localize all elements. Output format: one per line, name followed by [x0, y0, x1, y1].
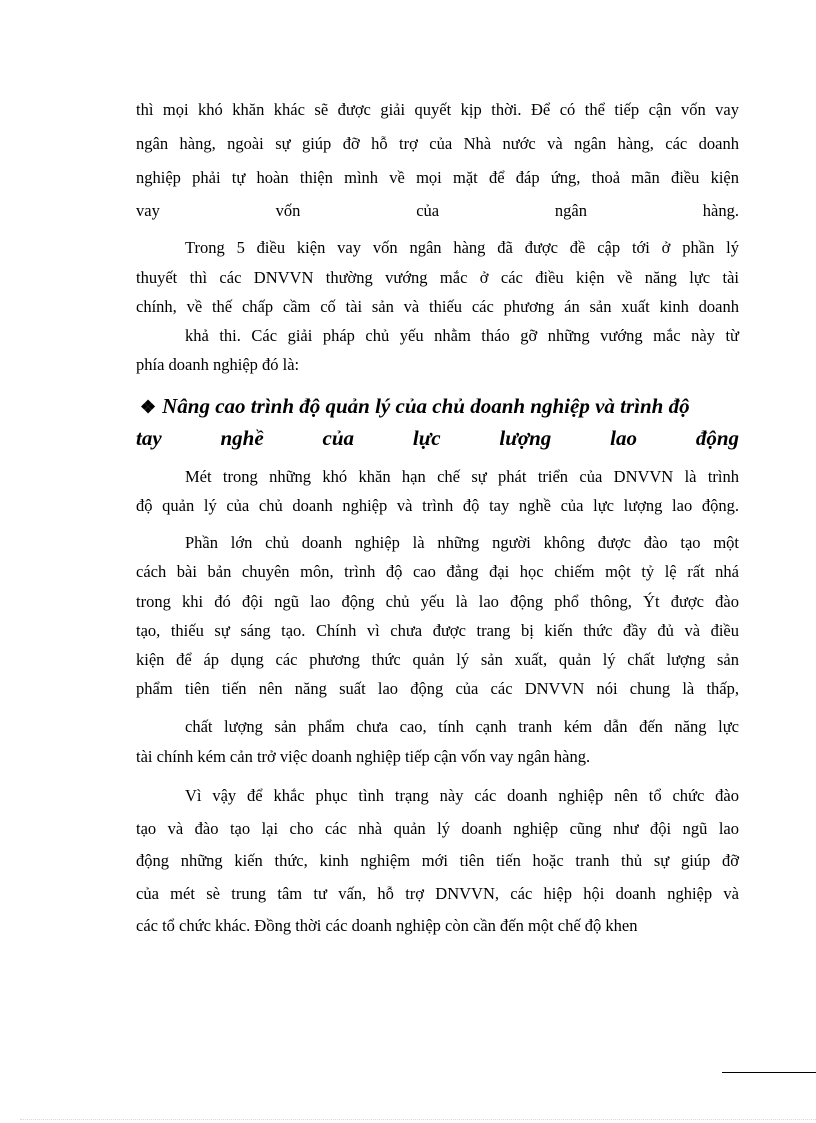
- paragraph-4-line-7: chất lượng sản phẩm chưa cao, tính cạnh tranh kém dẫn đến năng lực: [185, 717, 739, 736]
- paragraph-4-line-6: phẩm tiên tiến nên năng suất lao động của các DNVVN nói chung là thấp,: [136, 679, 739, 698]
- paragraph-4-line-3: trong khi đó đội ngũ lao động chủ yếu là lao động phổ thông, Ýt được đào: [136, 592, 739, 611]
- paragraph-2-line-4: khả thi. Các giải pháp chủ yếu nhằm tháo gỡ những vướng mắc này từ: [185, 326, 739, 345]
- paragraph-2-line-3: chính, về thế chấp cầm cố tài sản và thiếu các phương án sản xuất kinh doanh: [136, 297, 739, 316]
- paragraph-3-line-2: độ quản lý của chủ doanh nghiệp và trình độ tay nghề của lực lượng lao động.: [136, 496, 739, 515]
- paragraph-5-line-5: các tổ chức khác. Đồng thời các doanh nghiệp còn cần đến một chế độ khen: [136, 916, 638, 935]
- section-heading-text-1: Nâng cao trình độ quản lý của chủ doanh nghiệp và trình độ: [162, 394, 690, 418]
- paragraph-1-line-2: ngân hàng, ngoài sự giúp đỡ hỗ trợ của Nhà nước và ngân hàng, các doanh: [136, 134, 739, 153]
- paragraph-5-line-1: Vì vậy để khắc phục tình trạng này các doanh nghiệp nên tổ chức đào: [185, 786, 739, 805]
- diamond-bullet-icon: ❖: [140, 397, 157, 417]
- paragraph-4-line-8: tài chính kém cản trở việc doanh nghiệp tiếp cận vốn vay ngân hàng.: [136, 747, 591, 766]
- paragraph-5-line-3: động những kiến thức, kinh nghiệm mới tiên tiến hoặc tranh thủ sự giúp đỡ: [136, 851, 739, 870]
- paragraph-4-line-4: tạo, thiếu sự sáng tạo. Chính vì chưa được trang bị kiến thức đầy đủ và điều: [136, 621, 739, 640]
- section-heading-line-2: tay nghề của lực lượng lao động: [136, 426, 739, 450]
- paragraph-5-line-4: của mét sè trung tâm tư vấn, hỗ trợ DNVVN, các hiệp hội doanh nghiệp và: [136, 884, 739, 903]
- section-heading-line-1: [140, 393, 739, 420]
- paragraph-2-line-2: thuyết thì các DNVVN thường vướng mắc ở các điều kiện về năng lực tài: [136, 268, 739, 287]
- footnote-separator: [722, 1072, 816, 1073]
- page-bottom-edge: [20, 1119, 816, 1120]
- paragraph-1-line-1: thì mọi khó khăn khác sẽ được giải quyết kịp thời. Để có thể tiếp cận vốn vay: [136, 100, 739, 119]
- paragraph-2-line-1: Trong 5 điều kiện vay vốn ngân hàng đã được đề cập tới ở phần lý: [185, 238, 739, 257]
- paragraph-4-line-1: Phần lớn chủ doanh nghiệp là những người không được đào tạo một: [185, 533, 739, 552]
- paragraph-2-line-5: phía doanh nghiệp đó là:: [136, 355, 300, 374]
- paragraph-1-line-3: nghiệp phải tự hoàn thiện mình về mọi mặt để đáp ứng, thoả mãn điều kiện: [136, 168, 739, 187]
- paragraph-4-line-2: cách bài bản chuyên môn, trình độ cao đẳng đại học chiếm một tỷ lệ rất nhá: [136, 562, 739, 581]
- paragraph-3-line-1: Mét trong những khó khăn hạn chế sự phát triển của DNVVN là trình: [185, 467, 739, 486]
- paragraph-1-line-4: vay vốn của ngân hàng.: [136, 201, 739, 220]
- paragraph-5-line-2: tạo và đào tạo lại cho các nhà quản lý doanh nghiệp cũng như đội ngũ lao: [136, 819, 739, 838]
- paragraph-4-line-5: kiện để áp dụng các phương thức quản lý sản xuất, quản lý chất lượng sản: [136, 650, 739, 669]
